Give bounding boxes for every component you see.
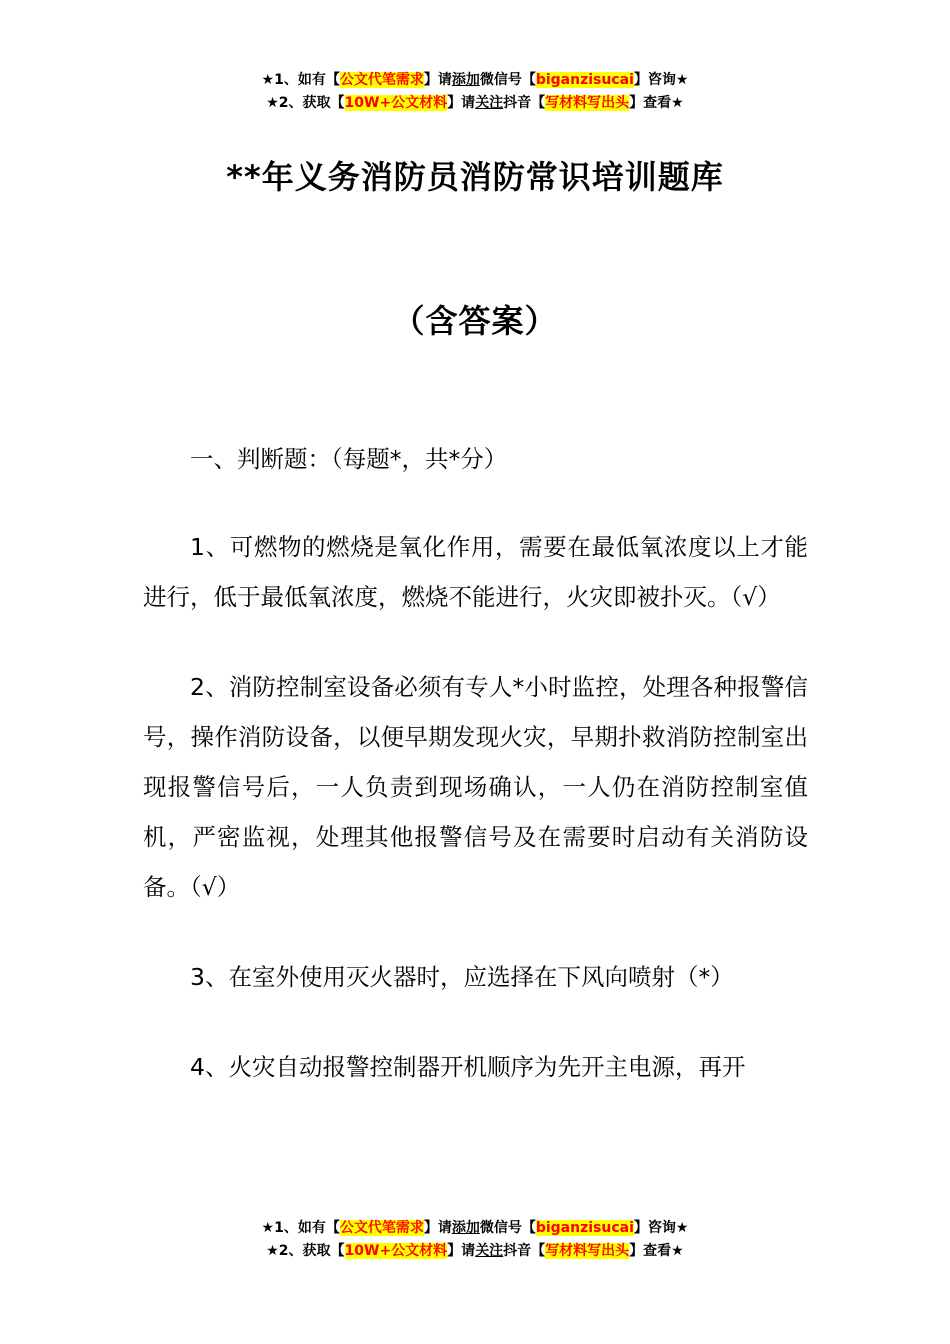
- promo-underline: 关注: [475, 95, 504, 111]
- promo-text: 】查看★: [629, 1243, 684, 1259]
- promo-text: ★1、如有【: [261, 72, 340, 88]
- promo-text: 】请: [423, 1220, 452, 1236]
- promo-text: 】请: [447, 1243, 476, 1259]
- promo-wechat-id: biganzisucai: [535, 72, 634, 88]
- promo-text: 抖音【: [503, 95, 546, 111]
- bottom-promo-banner: [0, 1217, 950, 1263]
- question-item: 4、火灾自动报警控制器开机顺序为先开主电源，再开: [190, 1053, 746, 1081]
- promo-douyin-id: 写材料写出头: [545, 95, 630, 111]
- promo-underline: 添加: [451, 1220, 480, 1236]
- promo-underline: 添加: [451, 72, 480, 88]
- promo-text: 抖音【: [503, 1243, 546, 1259]
- promo-text: 】咨询★: [633, 1220, 689, 1236]
- document-subtitle: （含答案）: [392, 302, 558, 340]
- promo-text: 微信号【: [479, 72, 536, 88]
- promo-text: 】查看★: [629, 95, 684, 111]
- promo-highlight: 公文代笔需求: [339, 1220, 424, 1236]
- promo-line-1: [0, 69, 950, 92]
- section-heading: 一、判断题：（每题*，共*分）: [190, 445, 508, 473]
- document-body: [143, 434, 808, 1132]
- promo-text: ★2、获取【: [266, 95, 345, 111]
- promo-underline: 关注: [475, 1243, 504, 1259]
- question-item: 2、消防控制室设备必须有专人*小时监控，处理各种报警信号，操作消防设备，以便早期发现火灾，早期扑救消防控制室出现报警信号后，一人负责到现场确认，一人仍在消防控制室值机，严密监视，处理其他报警信号及在需要时启动有关消防设备。（√）: [143, 673, 808, 901]
- question-item: 1、可燃物的燃烧是氧化作用，需要在最低氧浓度以上才能进行，低于最低氧浓度，燃烧不能进行，火灾即被扑灭。（√）: [143, 533, 808, 611]
- promo-highlight: 10W+公文材料: [344, 1243, 448, 1259]
- promo-douyin-id: 写材料写出头: [545, 1243, 630, 1259]
- promo-line-2: [0, 1240, 950, 1263]
- promo-text: ★1、如有【: [261, 1220, 340, 1236]
- promo-text: ★2、获取【: [266, 1243, 345, 1259]
- document-title: **年义务消防员消防常识培训题库: [226, 158, 724, 196]
- question-item: 3、在室外使用灭火器时，应选择在下风向喷射（*）: [190, 963, 734, 991]
- promo-text: 微信号【: [479, 1220, 536, 1236]
- promo-wechat-id: biganzisucai: [535, 1220, 634, 1236]
- promo-highlight: 公文代笔需求: [339, 72, 424, 88]
- promo-line-2: [0, 92, 950, 115]
- promo-text: 】咨询★: [633, 72, 689, 88]
- promo-highlight: 10W+公文材料: [344, 95, 448, 111]
- promo-text: 】请: [423, 72, 452, 88]
- promo-text: 】请: [447, 95, 476, 111]
- top-promo-banner: [0, 69, 950, 115]
- promo-line-1: [0, 1217, 950, 1240]
